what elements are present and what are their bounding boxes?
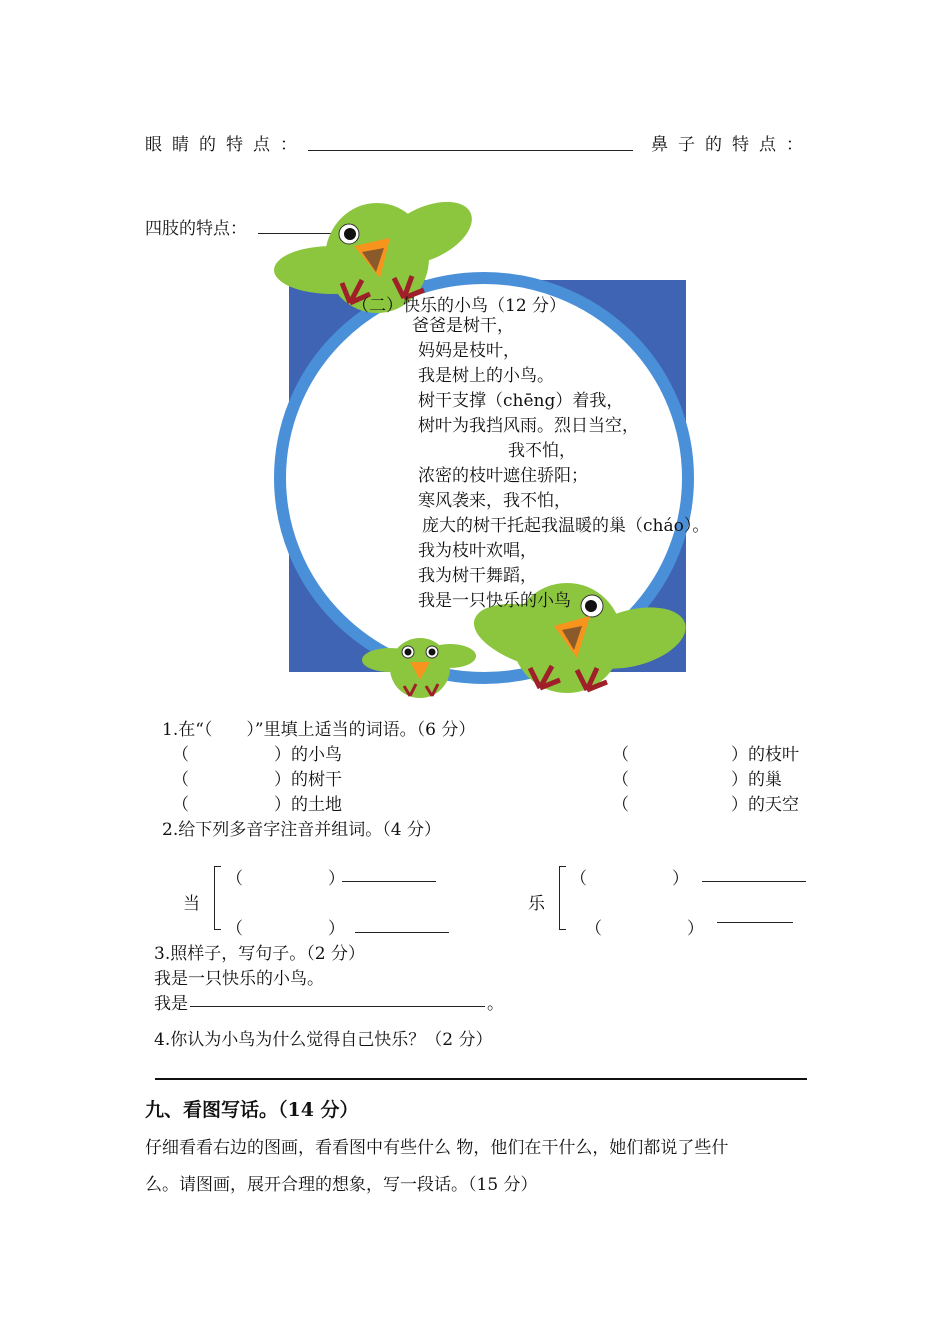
section9-line-1: 仔细看看右边的图画，看看图中有些什么 物，他们在干什么，她们都说了些什 [145, 1138, 729, 1158]
poem-line-12: 我是一只快乐的小鸟 [418, 591, 571, 611]
q1-right-2[interactable]: （ ）的巢 [612, 770, 782, 790]
poem-line-10: 我为枝叶欢唱， [418, 541, 537, 561]
q3-answer-line[interactable] [190, 1006, 485, 1007]
poem-line-2: 妈妈是枝叶， [418, 341, 520, 361]
poem-line-7: 浓密的枝叶遮住骄阳； [418, 466, 588, 486]
q2-le-paren-2[interactable]: （ ） [585, 919, 704, 939]
q2-dang-line-2[interactable] [355, 932, 449, 933]
q3-end: 。 [487, 994, 504, 1014]
q2-dang-paren-1[interactable]: （ ） [226, 869, 345, 889]
poem-line-6: 我不怕， [508, 441, 576, 461]
q1-right-1[interactable]: （ ）的枝叶 [612, 745, 799, 765]
poem-line-9: 庞大的树干托起我温暖的巢（cháo）。 [422, 516, 710, 536]
poem-line-3: 我是树上的小鸟。 [418, 366, 554, 386]
poem-line-1: 爸爸是树干， [412, 316, 514, 336]
q1-left-2[interactable]: （ ）的树干 [172, 770, 342, 790]
q2-le-line-1[interactable] [702, 881, 806, 882]
section-title: （二）快乐的小鸟（12 分） [352, 296, 567, 316]
bird-frame-illustration [272, 198, 712, 708]
poem-line-5: 树叶为我挡风雨。烈日当空， [418, 416, 639, 436]
limbs-question: 四肢的特点： [145, 219, 247, 239]
q1-right-3[interactable]: （ ）的天空 [612, 795, 799, 815]
q2-le-line-2[interactable] [717, 922, 793, 923]
q2-brace-left [214, 866, 221, 930]
nose-question: 鼻子的特点： [651, 135, 813, 155]
section9-line-2: 么。请图画，展开合理的想象，写一段话。（15 分） [145, 1175, 538, 1195]
q2-char-le: 乐 [528, 894, 545, 914]
q3-example: 我是一只快乐的小鸟。 [154, 969, 324, 989]
eyes-answer-line[interactable] [308, 150, 633, 151]
q2-dang-line-1[interactable] [342, 881, 436, 882]
q3-prompt: 我是 [154, 994, 188, 1014]
q2-dang-paren-2[interactable]: （ ） [226, 919, 345, 939]
q1-left-1[interactable]: （ ）的小鸟 [172, 745, 342, 765]
q3-title: 3.照样子，写句子。（2 分） [154, 944, 365, 964]
poem-line-4: 树干支撑（chēng）着我， [418, 391, 624, 411]
q2-char-dang: 当 [183, 894, 200, 914]
q1-title: 1.在“（ ）”里填上适当的词语。（6 分） [162, 720, 476, 740]
section9-title: 九、看图写话。（14 分） [145, 1099, 359, 1121]
q4-answer-line[interactable] [155, 1078, 807, 1080]
q4-title: 4.你认为小鸟为什么觉得自己快乐？（2 分） [154, 1030, 493, 1050]
poem-line-8: 寒风袭来，我不怕， [418, 491, 571, 511]
q1-left-3[interactable]: （ ）的土地 [172, 795, 342, 815]
q2-title: 2.给下列多音字注音并组词。（4 分） [162, 820, 441, 840]
eyes-question: 眼睛的特点： [145, 135, 307, 155]
q2-brace-right [559, 866, 566, 930]
q2-le-paren-1[interactable]: （ ） [570, 869, 689, 889]
poem-line-11: 我为树干舞蹈， [418, 566, 537, 586]
